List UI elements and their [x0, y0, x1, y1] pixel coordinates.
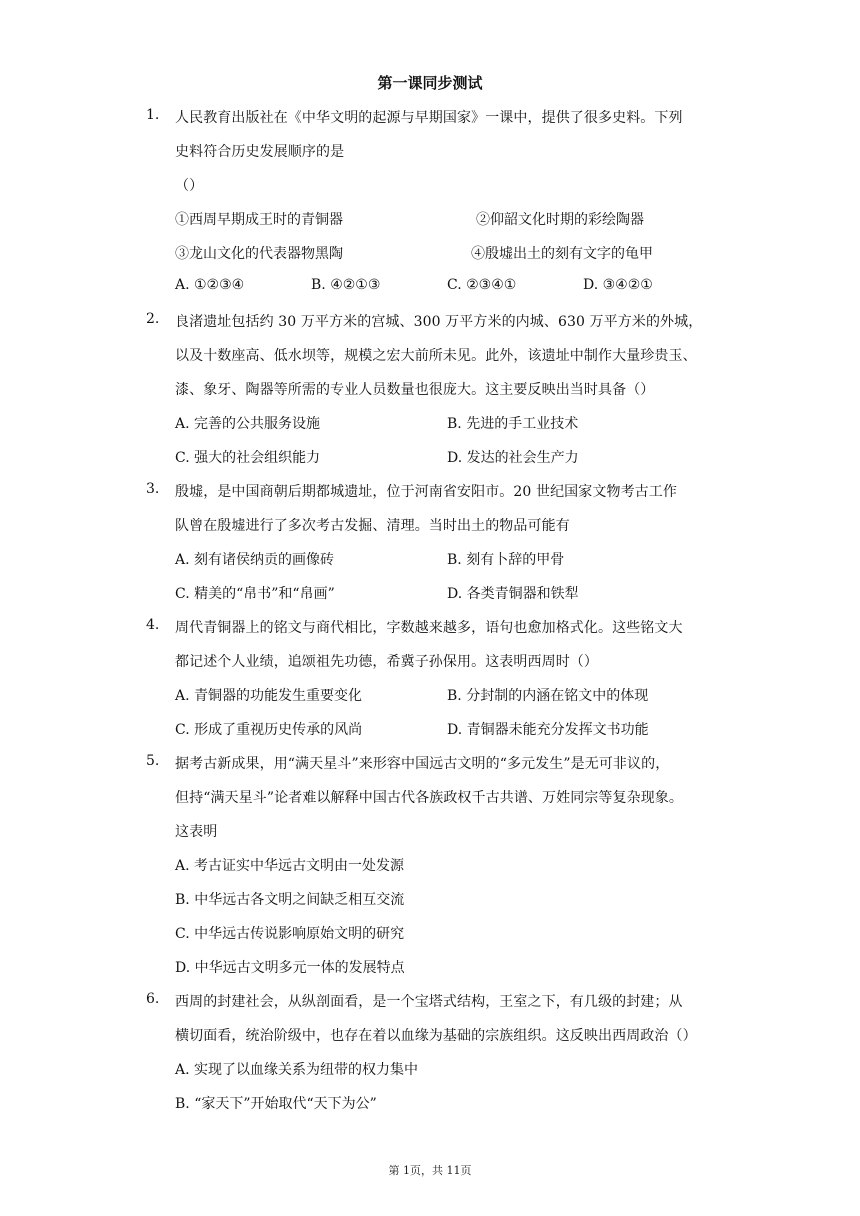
option-c[interactable]: C. 精美的“帛书”和“帛画”: [175, 586, 335, 602]
question-text: 横切面看，统治阶级中，也存在着以血缘为基础的宗族组织。这反映出西周政治（）: [175, 1028, 697, 1044]
question-number: 5.: [146, 753, 160, 769]
option-d[interactable]: D. 青铜器未能充分发挥文书功能: [447, 722, 649, 738]
option-a[interactable]: A. ①②③④: [175, 277, 245, 293]
option-a[interactable]: A. 刻有诸侯纳贡的画像砖: [175, 552, 335, 568]
option-c[interactable]: C. 形成了重视历史传承的风尚: [175, 722, 363, 738]
question-text: 良渚遗址包括约 30 万平方米的宫城、300 万平方米的内城、630 万平方米的外城，: [175, 314, 703, 330]
question-text: 周代青铜器上的铭文与商代相比，字数越来越多，语句也愈加格式化。这些铭文大: [175, 620, 683, 636]
source-item: ③龙山文化的代表器物黑陶: [175, 246, 343, 262]
source-item: ④殷墟出土的刻有文字的龟甲: [471, 246, 653, 262]
answer-blank: （）: [175, 178, 204, 194]
question-number: 1.: [146, 107, 160, 123]
question-number: 4.: [146, 617, 160, 633]
page-title: 第一课同步测试: [377, 74, 483, 92]
option-d[interactable]: D. 发达的社会生产力: [447, 450, 579, 466]
option-b[interactable]: B. 中华远古各文明之间缺乏相互交流: [175, 892, 405, 908]
option-d[interactable]: D. 各类青铜器和铁犁: [447, 586, 579, 602]
question-text: 西周的封建社会，从纵剖面看，是一个宝塔式结构，王室之下，有几级的封建；从: [175, 994, 683, 1010]
option-b[interactable]: B. 先进的手工业技术: [447, 416, 579, 432]
option-b[interactable]: B. “家天下”开始取代“天下为公”: [175, 1096, 377, 1112]
option-a[interactable]: A. 实现了以血缘关系为纽带的权力集中: [175, 1062, 419, 1078]
question-text: 人民教育出版社在《中华文明的起源与早期国家》一课中，提供了很多史料。下列: [175, 110, 683, 126]
source-item: ②仰韶文化时期的彩绘陶器: [476, 212, 644, 228]
question-text: 以及十数座高、低水坝等，规模之宏大前所未见。此外，该遗址中制作大量珍贵玉、: [175, 348, 697, 364]
option-b[interactable]: B. ④②①③: [311, 277, 381, 293]
option-b[interactable]: B. 分封制的内涵在铭文中的体现: [447, 688, 649, 704]
question-text: 漆、象牙、陶器等所需的专业人员数量也很庞大。这主要反映出当时具备（）: [175, 382, 655, 398]
question-text: 但持“满天星斗”论者难以解释中国古代各族政权千古共谱、万姓同宗等复杂现象。: [175, 790, 684, 806]
option-d[interactable]: D. 中华远古文明多元一体的发展特点: [175, 960, 405, 976]
question-text: 殷墟，是中国商朝后期都城遗址，位于河南省安阳市。20 世纪国家文物考古工作: [175, 484, 677, 500]
option-d[interactable]: D. ③④②①: [583, 277, 653, 293]
page-footer: 第 1页，共 11页: [388, 1164, 472, 1177]
option-a[interactable]: A. 完善的公共服务设施: [175, 416, 321, 432]
question-number: 2.: [146, 311, 160, 327]
option-a[interactable]: A. 青铜器的功能发生重要变化: [175, 688, 363, 704]
question-text: 队曾在殷墟进行了多次考古发掘、清理。当时出土的物品可能有: [175, 518, 570, 534]
question-number: 6.: [146, 991, 160, 1007]
option-c[interactable]: C. 中华远古传说影响原始文明的研究: [175, 926, 405, 942]
question-text: 史料符合历史发展顺序的是: [175, 144, 345, 160]
source-item: ①西周早期成王时的青铜器: [175, 212, 343, 228]
question-text: 这表明: [175, 824, 218, 840]
option-b[interactable]: B. 刻有卜辞的甲骨: [447, 552, 565, 568]
question-text: 都记述个人业绩，追颂祖先功德，希冀子孙保用。这表明西周时（）: [175, 654, 598, 670]
question-text: 据考古新成果，用“满天星斗”来形容中国远古文明的“多元发生”是无可非议的，: [175, 756, 670, 772]
option-a[interactable]: A. 考古证实中华远古文明由一处发源: [175, 858, 405, 874]
question-number: 3.: [146, 481, 160, 497]
option-c[interactable]: C. ②③④①: [447, 277, 517, 293]
option-c[interactable]: C. 强大的社会组织能力: [175, 450, 321, 466]
